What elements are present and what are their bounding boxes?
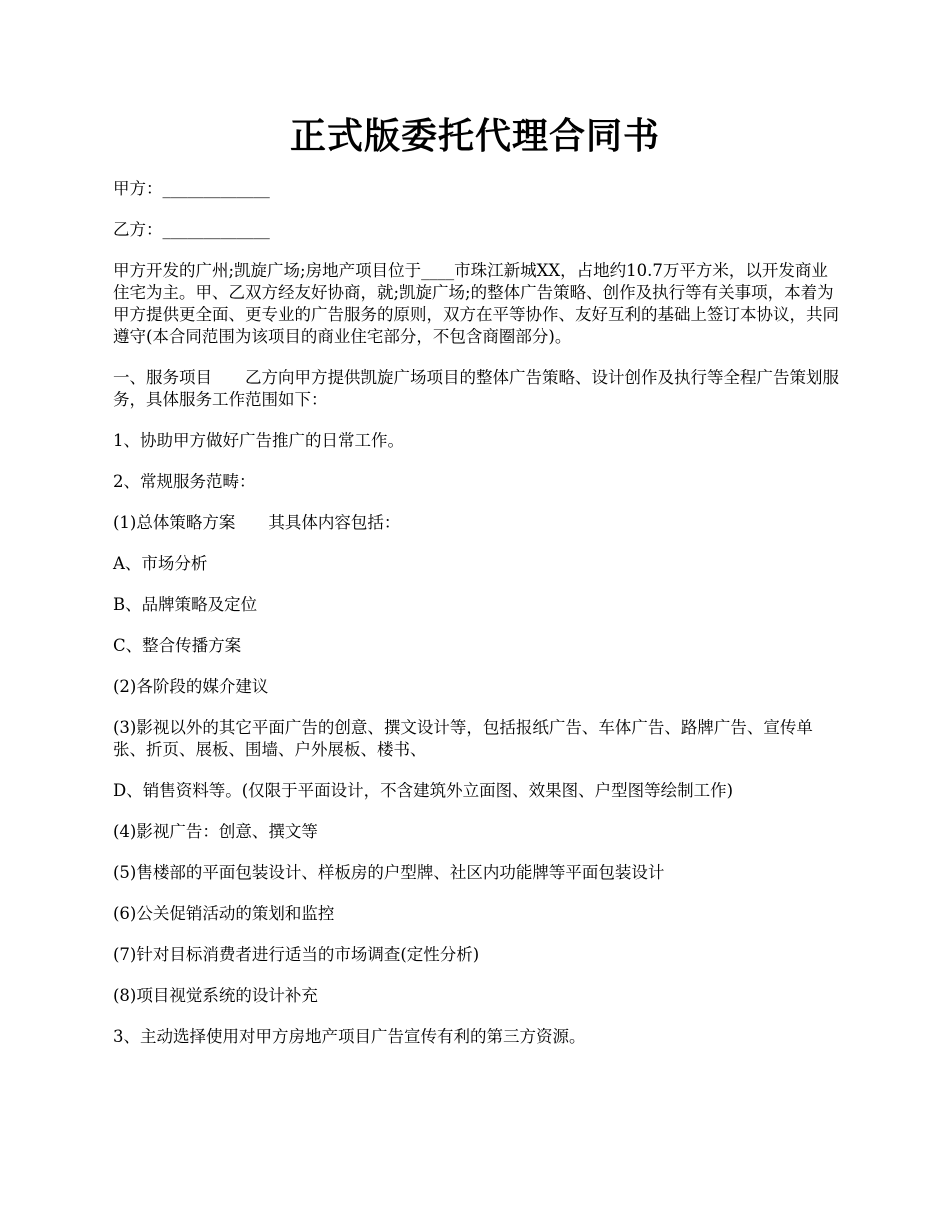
list-item: (8)项目视觉系统的设计补充 — [113, 986, 318, 1005]
intro-paragraph: 甲方开发的广州;凯旋广场;房地产项目位于____市珠江新城XX，占地约10.7万平方米，以开发商业住宅为主。甲、乙双方经友好协商，就;凯旋广场;的整体广告策略、创作及执行等有关事项，本着为甲方提供更全面、更专业的广告服务的原则，双方在平等协作、友好互利的基础上签订本协议，共同遵守(本合同范围为该项目的商业住宅部分，不包含商圈部分)。 — [113, 261, 839, 346]
list-item: (1)总体策略方案 其具体内容包括： — [113, 513, 401, 532]
party-b-line: 乙方：_____________ — [113, 220, 270, 239]
list-item: C、整合传播方案 — [113, 636, 242, 655]
list-item: B、品牌策略及定位 — [113, 595, 258, 614]
list-item: A、市场分析 — [113, 554, 208, 573]
list-item: 3、主动选择使用对甲方房地产项目广告宣传有利的第三方资源。 — [113, 1027, 586, 1046]
document-body — [113, 178, 841, 1067]
list-item: (2)各阶段的媒介建议 — [113, 677, 269, 696]
list-item: (7)针对目标消费者进行适当的市场调查(定性分析) — [113, 945, 480, 964]
list-item: (6)公关促销活动的策划和监控 — [113, 904, 335, 923]
list-item: 2、常规服务范畴： — [113, 472, 256, 491]
document-title: 正式版委托代理合同书 — [289, 115, 660, 157]
party-a-line: 甲方：_____________ — [113, 179, 270, 198]
section-service-items: 一、服务项目 乙方向甲方提供凯旋广场项目的整体广告策略、设计创作及执行等全程广告策划服务，具体服务工作范围如下： — [113, 368, 839, 409]
list-item: D、销售资料等。(仅限于平面设计，不含建筑外立面图、效果图、户型图等绘制工作) — [113, 781, 734, 800]
list-item: (5)售楼部的平面包装设计、样板房的户型牌、社区内功能牌等平面包装设计 — [113, 863, 665, 882]
list-item: (3)影视以外的其它平面广告的创意、撰文设计等，包括报纸广告、车体广告、路牌广告、宣传单张、折页、展板、围墙、户外展板、楼书、 — [113, 718, 813, 759]
list-item: (4)影视广告：创意、撰文等 — [113, 822, 318, 841]
list-item: 1、协助甲方做好广告推广的日常工作。 — [113, 431, 404, 450]
